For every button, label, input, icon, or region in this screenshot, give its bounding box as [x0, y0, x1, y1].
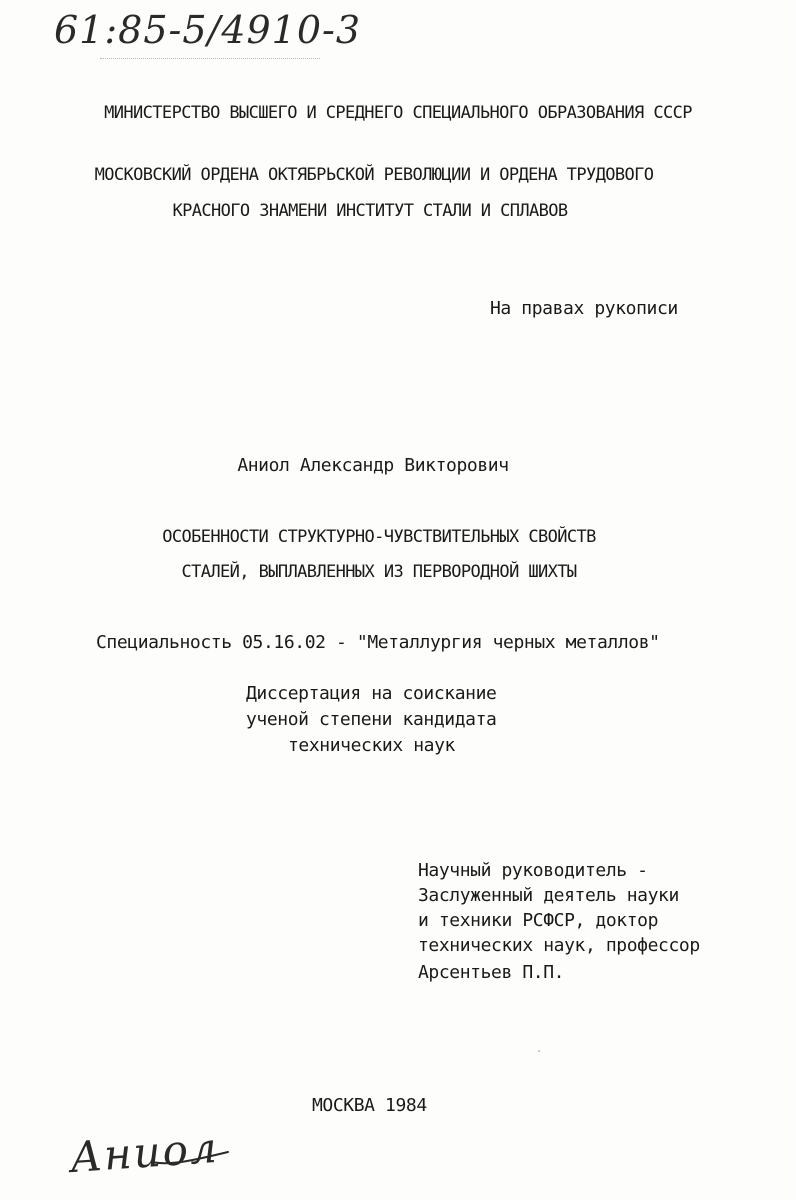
supervisor-line-3: и техники РСФСР, доктор [418, 910, 659, 931]
dissertation-purpose-line-1: Диссертация на соискание [246, 683, 497, 704]
dissertation-title-line-1: ОСОБЕННОСТИ СТРУКТУРНО-ЧУВСТВИТЕЛЬНЫХ СВОЙСТВ [162, 527, 596, 547]
archive-code-handwritten: 61:85-5/4910-3 [54, 8, 362, 52]
dissertation-purpose-line-2: ученой степени кандидата [246, 709, 497, 730]
dissertation-purpose-line-3: технических наук [288, 735, 455, 756]
archive-dotted-line [100, 58, 320, 61]
institute-heading-line-1: МОСКОВСКИЙ ОРДЕНА ОКТЯБРЬСКОЙ РЕВОЛЮЦИИ И ОРДЕНА ТРУДОВОГО [94, 165, 654, 185]
city-year: МОСКВА 1984 [312, 1095, 427, 1116]
author-name: Аниол Александр Викторович [237, 455, 509, 476]
paper-speck [538, 1050, 540, 1052]
manuscript-note: На правах рукописи [490, 298, 678, 319]
institute-heading-line-2: КРАСНОГО ЗНАМЕНИ ИНСТИТУТ СТАЛИ И СПЛАВОВ [172, 201, 568, 221]
supervisor-line-1: Научный руководитель - [418, 860, 648, 881]
ministry-heading: МИНИСТЕРСТВО ВЫСШЕГО И СРЕДНЕГО СПЕЦИАЛЬНОГО ОБРАЗОВАНИЯ СССР [104, 103, 692, 123]
specialty-line: Специальность 05.16.02 - "Металлургия черных металлов" [96, 632, 660, 653]
supervisor-line-2: Заслуженный деятель науки [418, 885, 679, 906]
supervisor-line-5: Арсентьев П.П. [418, 962, 565, 983]
supervisor-line-4: технических наук, профессор [418, 935, 700, 956]
signature-flourish [150, 1148, 230, 1168]
dissertation-title-line-2: СТАЛЕЙ, ВЫПЛАВЛЕННЫХ ИЗ ПЕРВОРОДНОЙ ШИХТЫ [181, 562, 577, 582]
author-signature: Аниол [68, 1122, 221, 1183]
